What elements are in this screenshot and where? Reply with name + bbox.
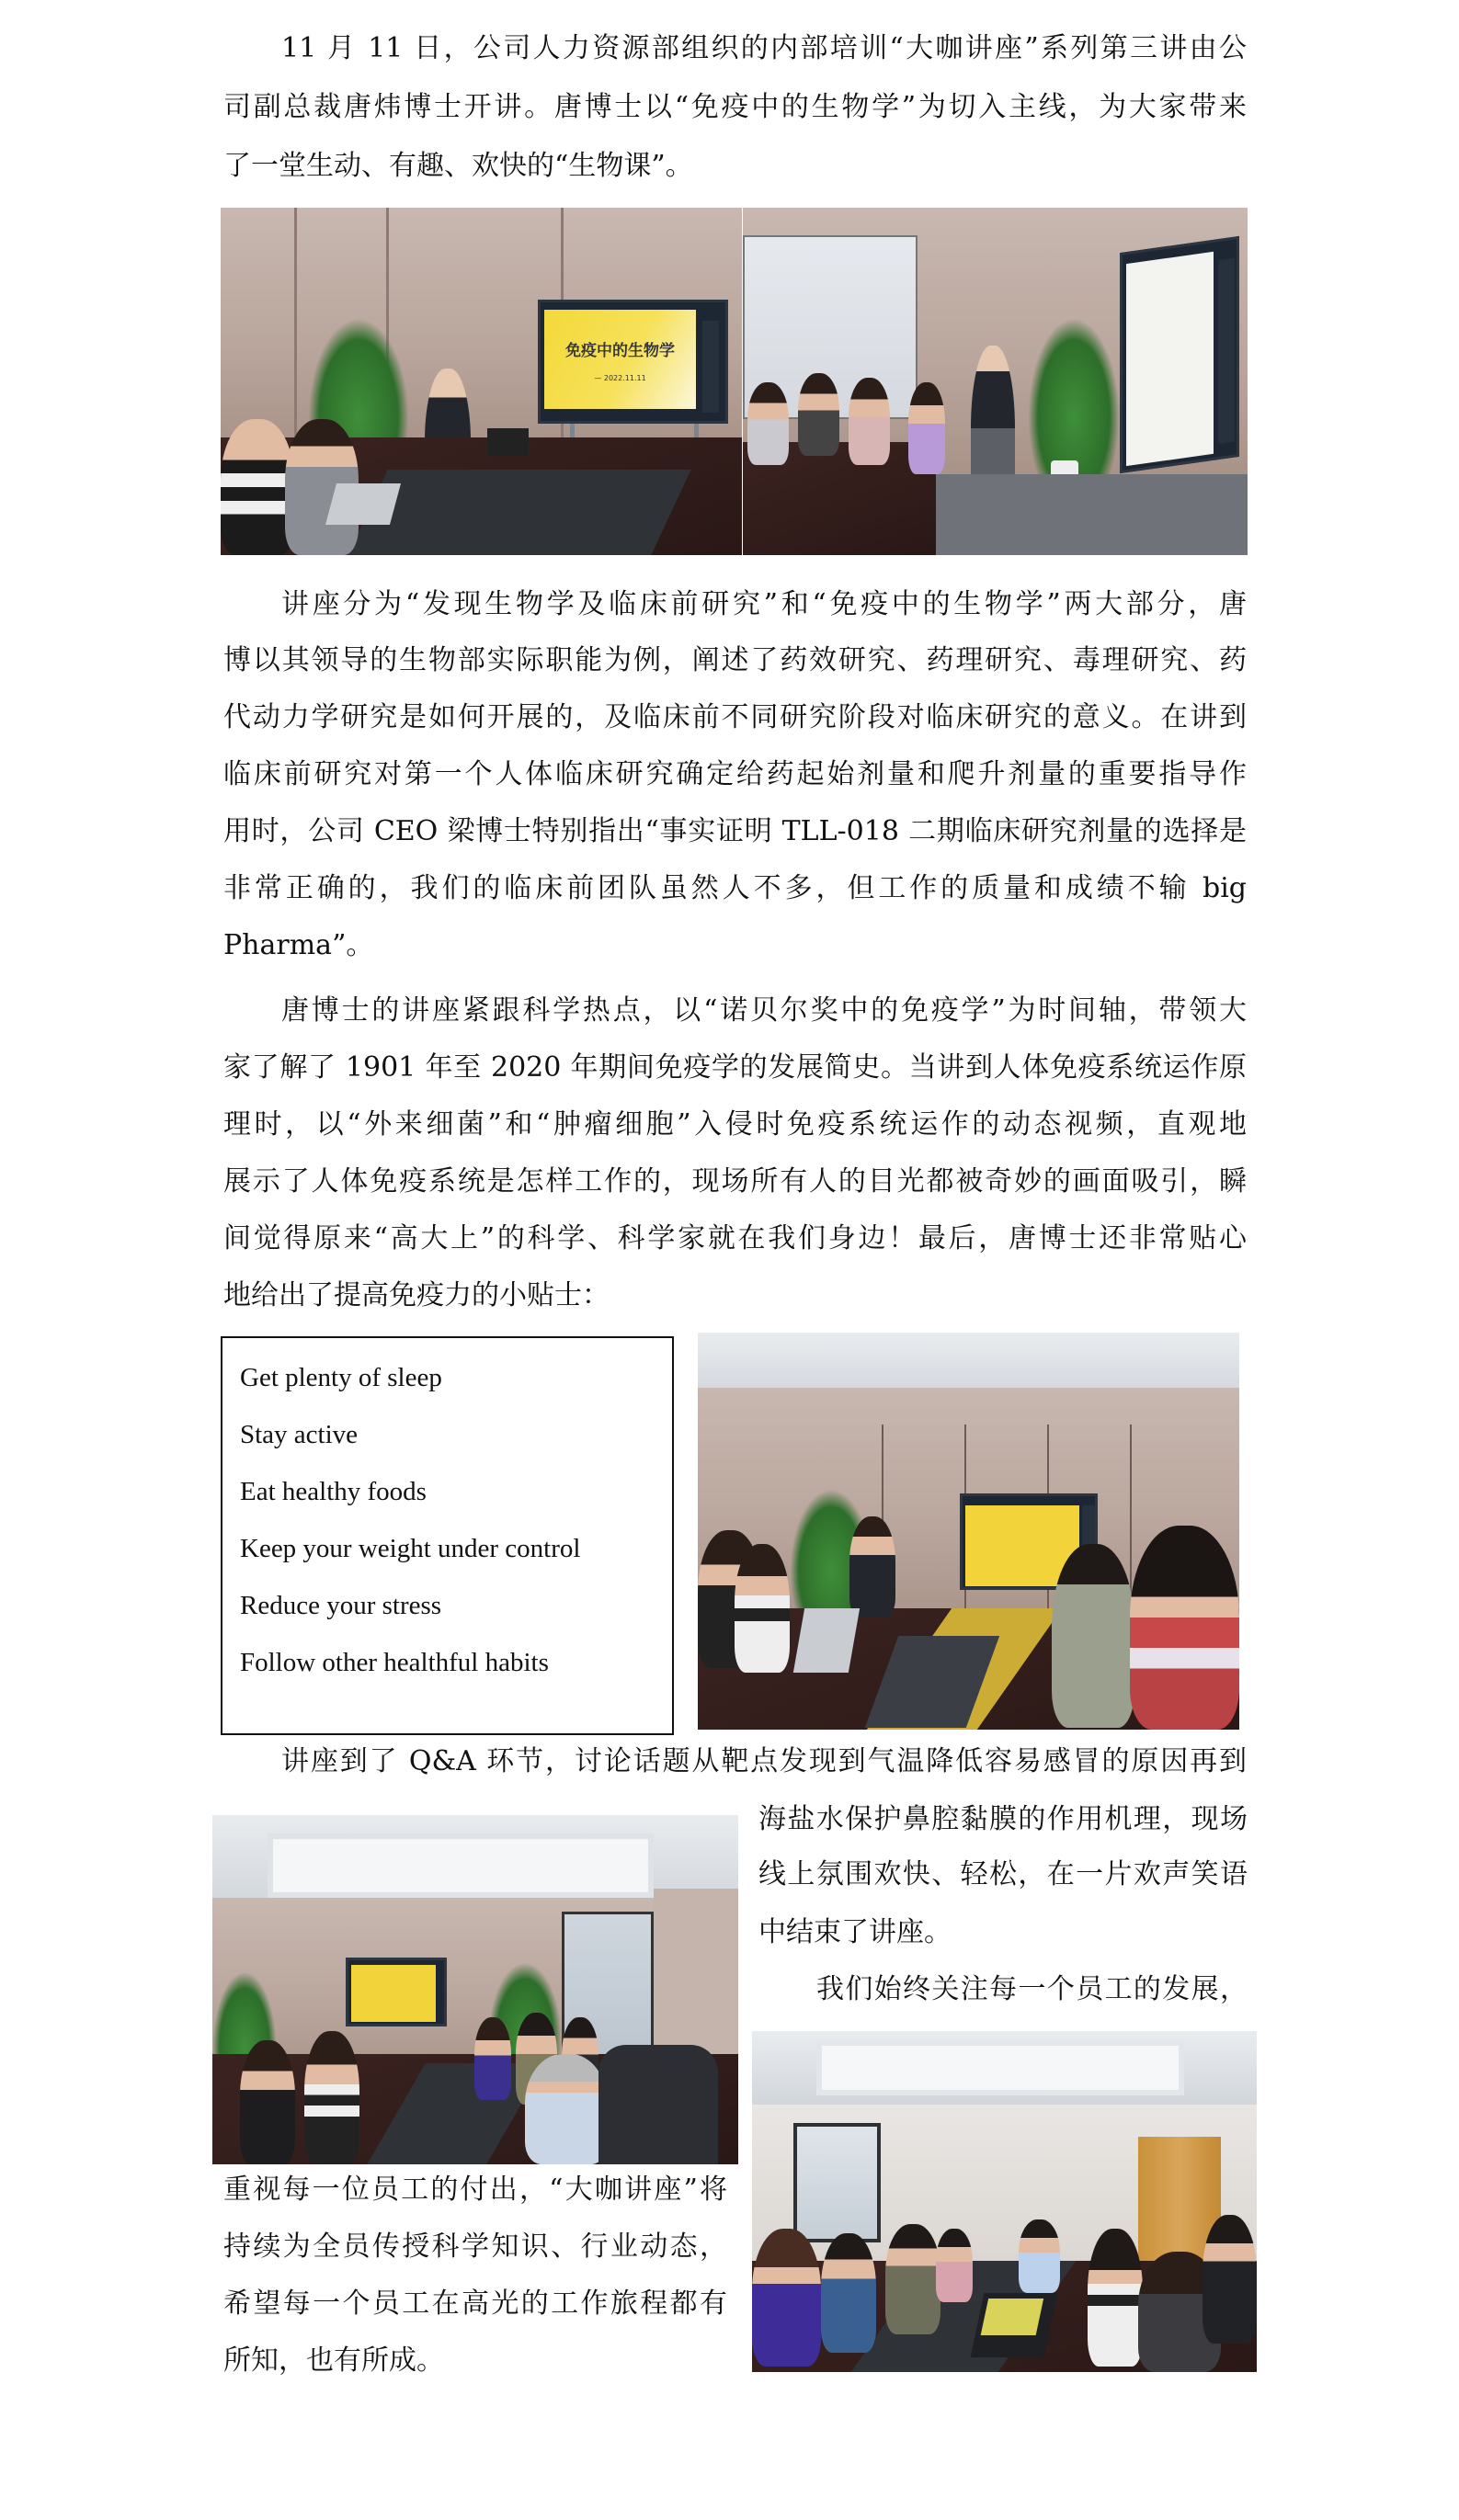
text-line: 用时，公司 CEO 梁博士特别指出“事实证明 TLL-018 二期临床研究剂量的选择是 — [223, 815, 1247, 847]
tip-item: Keep your weight under control — [240, 1534, 581, 1563]
slide-date: — 2022.11.11 — [594, 374, 646, 382]
tip-item: Stay active — [240, 1420, 359, 1449]
text-line: 司副总裁唐炜博士开讲。唐博士以“免疫中的生物学”为切入主线，为大家带来 — [223, 91, 1247, 123]
tip-item: Eat healthy foods — [240, 1477, 427, 1506]
photo-qa-session — [212, 1815, 738, 2164]
text-line: 希望每一个员工在高光的工作旅程都有 — [223, 2287, 727, 2320]
display-screen — [1120, 236, 1239, 473]
text-line: 理时，以“外来细菌”和“肿瘤细胞”入侵时免疫系统运作的动态视频，直观地 — [223, 1108, 1247, 1141]
text-line: 代动力学研究是如何开展的，及临床前不同研究阶段对临床研究的意义。在讲到 — [223, 701, 1247, 733]
text-line: 线上氛围欢快、轻松，在一片欢声笑语 — [758, 1858, 1248, 1890]
text-line: 间觉得原来“高大上”的科学、科学家就在我们身边！最后，唐博士还非常贴心 — [223, 1222, 1247, 1254]
text-line: 持续为全员传授科学知识、行业动态， — [223, 2231, 727, 2263]
photo-audience-tips-slide — [698, 1333, 1239, 1730]
text-line-qa-intro: 讲座到了 Q&A 环节，讨论话题从靶点发现到气温降低容易感冒的原因再到 — [281, 1745, 1247, 1777]
photo-group-conference-table — [752, 2031, 1257, 2372]
text-line: 所知，也有所成。 — [223, 2344, 444, 2377]
text-line: 非常正确的，我们的临床前团队虽然人不多，但工作的质量和成绩不输 big — [223, 872, 1247, 904]
text-line: 重视每一位员工的付出，“大咖讲座”将 — [223, 2174, 727, 2206]
photo-lecture-speaker-audience — [743, 208, 1248, 555]
display-screen — [538, 300, 728, 424]
text-line: 11 月 11 日，公司人力资源部组织的内部培训“大咖讲座”系列第三讲由公 — [281, 32, 1247, 64]
text-line: 家了解了 1901 年至 2020 年期间免疫学的发展简史。当讲到人体免疫系统运作原 — [223, 1051, 1247, 1084]
immunity-tips-box — [221, 1336, 674, 1735]
text-line: Pharma”。 — [223, 929, 374, 961]
text-line: 海盐水保护鼻腔黏膜的作用机理，现场 — [758, 1803, 1248, 1835]
text-line: 地给出了提高免疫力的小贴士： — [223, 1279, 610, 1311]
tip-item: Follow other healthful habits — [240, 1648, 549, 1677]
text-line: 博以其领导的生物部实际职能为例，阐述了药效研究、药理研究、毒理研究、药 — [223, 644, 1247, 676]
text-line: 中结束了讲座。 — [758, 1916, 952, 1948]
text-line: 临床前研究对第一个人体临床研究确定给药起始剂量和爬升剂量的重要指导作 — [223, 758, 1247, 790]
text-line: 展示了人体免疫系统是怎样工作的，现场所有人的目光都被奇妙的画面吸引，瞬 — [223, 1165, 1247, 1198]
text-line: 了一堂生动、有趣、欢快的“生物课”。 — [223, 150, 693, 182]
text-line: 我们始终关注每一个员工的发展， — [816, 1973, 1248, 2005]
tip-item: Reduce your stress — [240, 1591, 442, 1620]
slide-title: 免疫中的生物学 — [565, 342, 675, 360]
text-line: 讲座分为“发现生物学及临床前研究”和“免疫中的生物学”两大部分，唐 — [281, 588, 1247, 620]
tip-item: Get plenty of sleep — [240, 1363, 442, 1392]
photo-lecture-speaker-slide — [221, 208, 742, 555]
display-screen — [346, 1958, 447, 2026]
text-line: 唐博士的讲座紧跟科学热点，以“诺贝尔奖中的免疫学”为时间轴，带领大 — [281, 994, 1247, 1027]
